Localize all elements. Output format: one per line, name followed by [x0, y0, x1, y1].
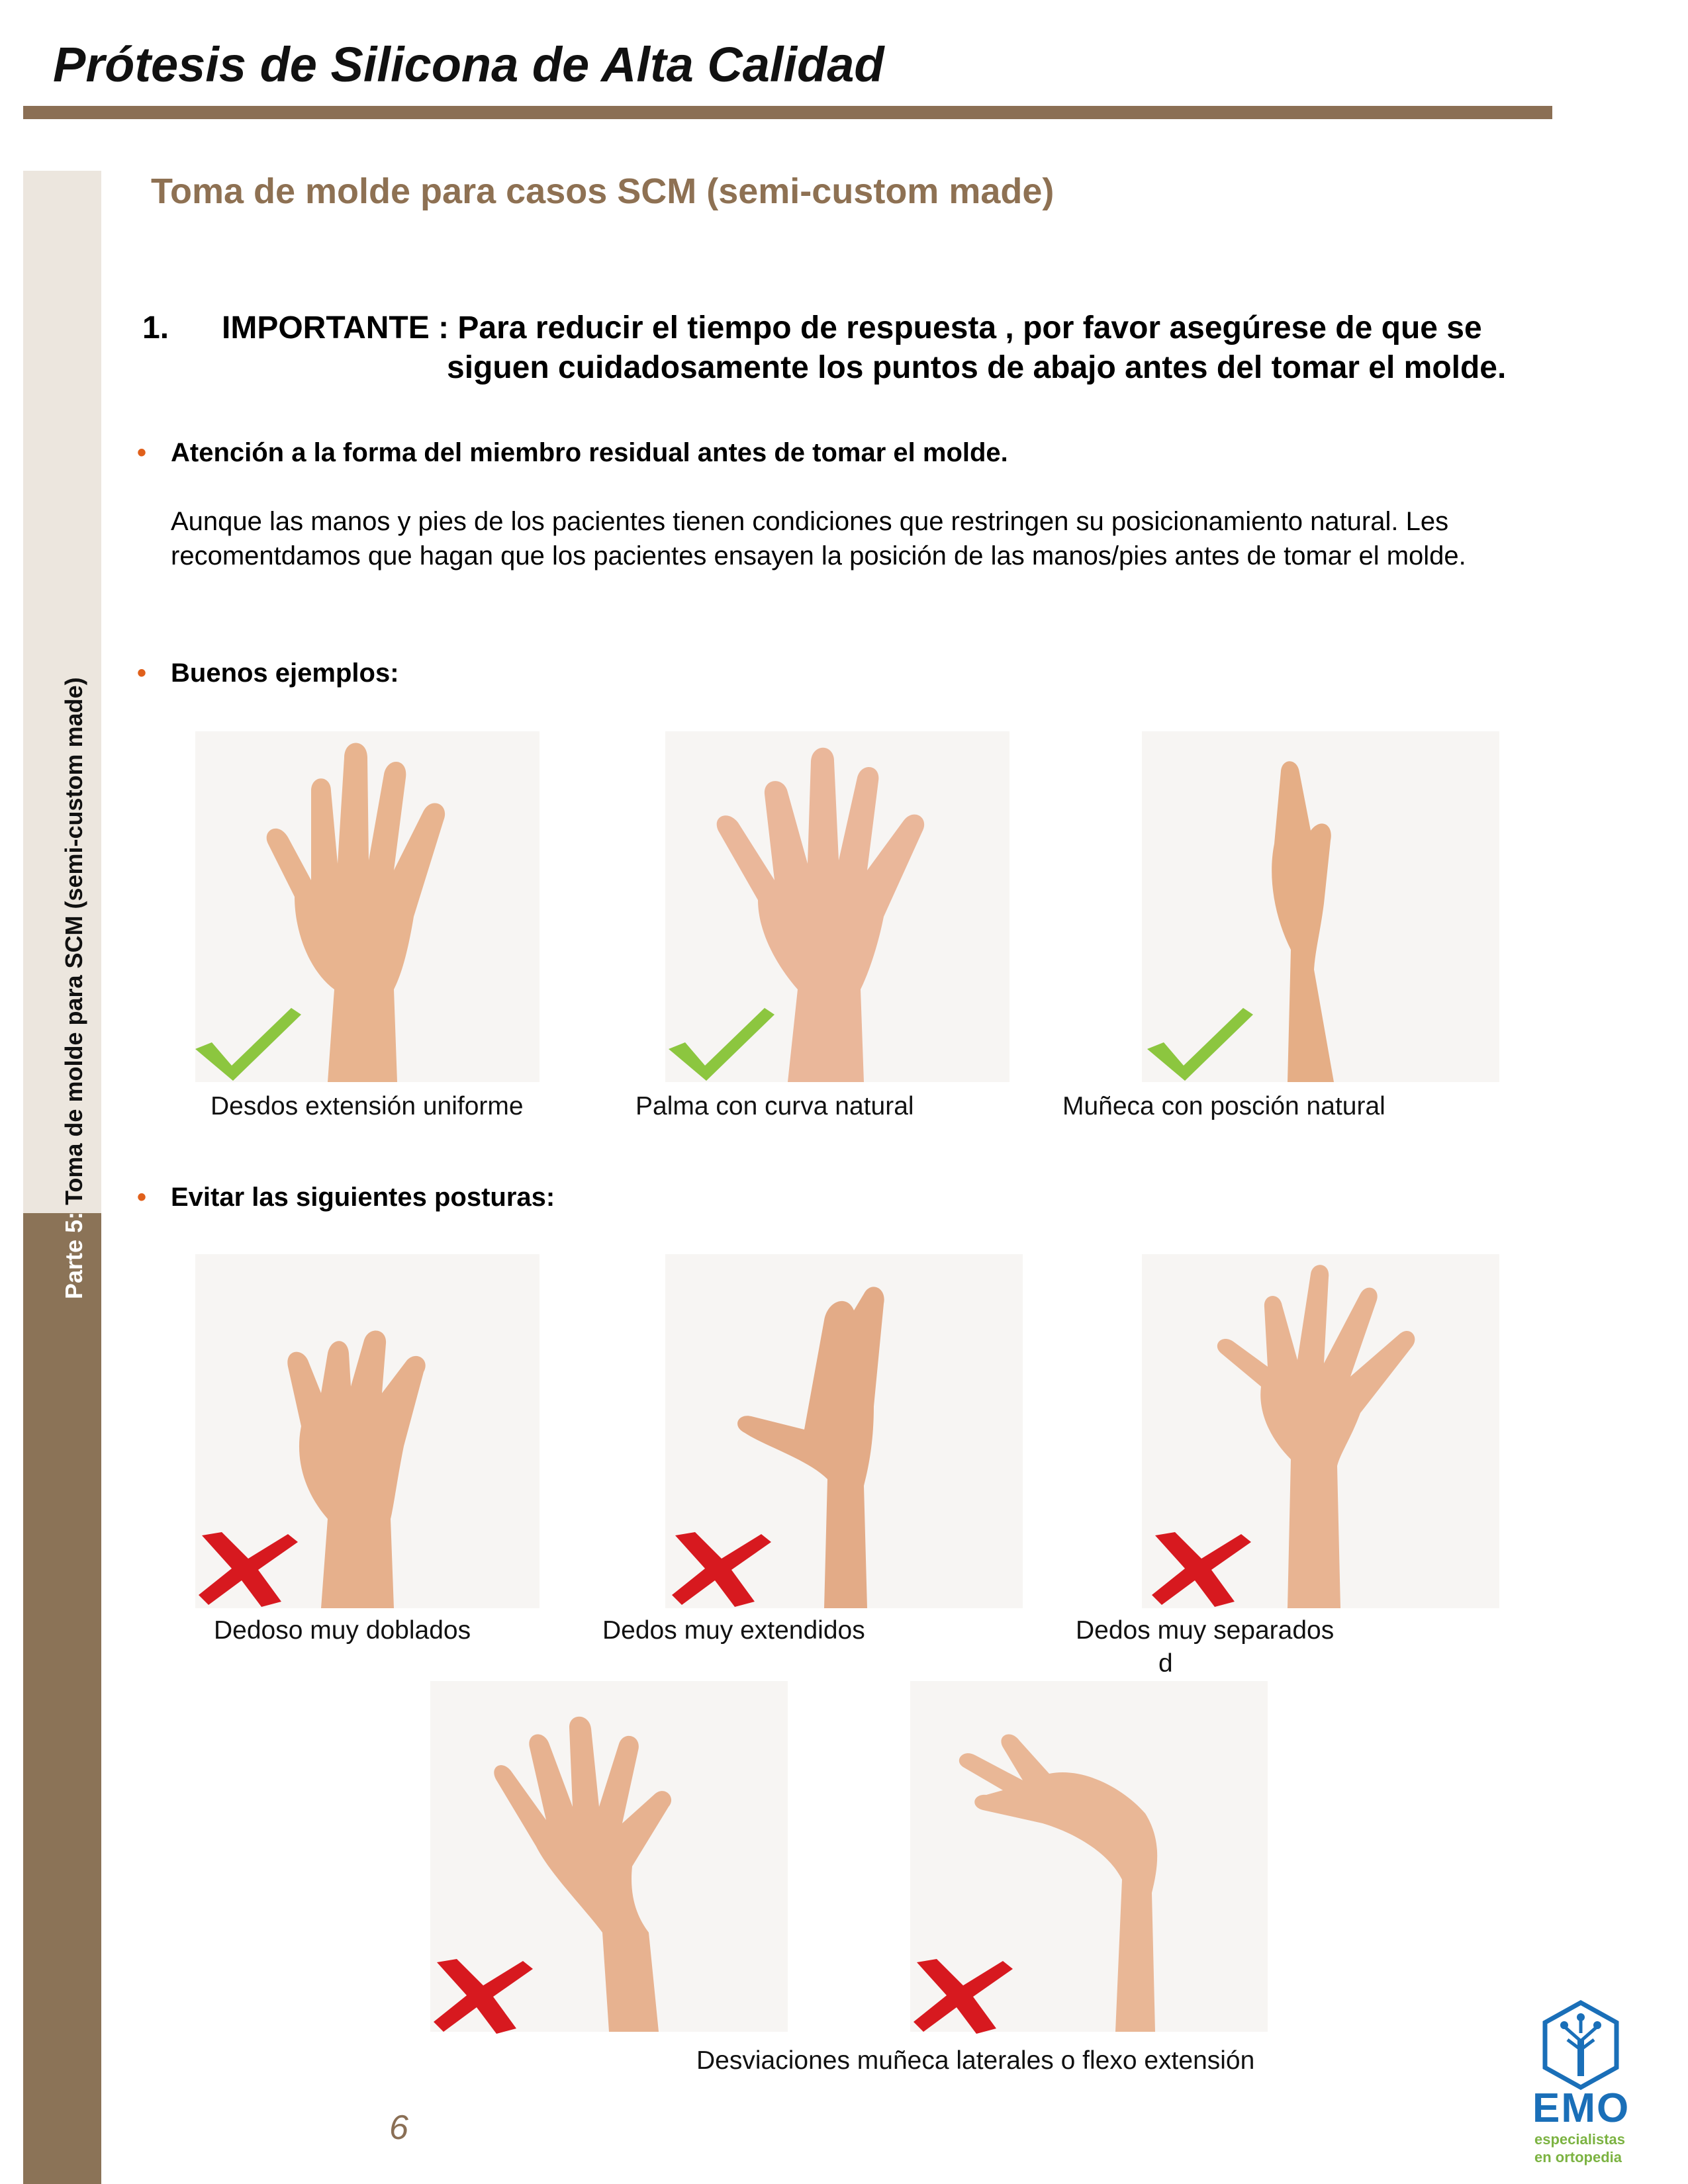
avoid-example-caption: Dedoso muy doblados	[214, 1616, 471, 1645]
good-example-caption: Palma con curva natural	[635, 1092, 914, 1120]
good-example-caption: Muñeca con posción natural	[1062, 1092, 1385, 1120]
document-title: Prótesis de Silicona de Alta Calidad	[53, 37, 884, 92]
important-line-2: siguen cuidadosamente los puntos de abajo antes del tomar el molde.	[447, 350, 1507, 385]
bullet-marker: •	[137, 1183, 147, 1212]
header-rule	[23, 106, 1552, 119]
logo-tagline-line-2: en ortopedia	[1534, 2149, 1622, 2165]
cross-icon	[430, 1956, 536, 2035]
sidebar-section-label: Toma de molde para SCM (semi-custom made)	[60, 677, 87, 1205]
good-examples-heading: Buenos ejemplos:	[171, 659, 399, 688]
cross-icon	[1149, 1529, 1254, 1608]
checkmark-icon	[1144, 1003, 1256, 1082]
tree-hexagon-icon	[1541, 2000, 1620, 2090]
avoid-example-caption: Dedos muy separados	[1076, 1616, 1335, 1645]
avoid-postures-heading: Evitar las siguientes posturas:	[171, 1183, 555, 1212]
checkmark-icon	[192, 1003, 305, 1082]
attention-body: Aunque las manos y pies de los pacientes tienen condiciones que restringen su posicionamiento natural. Les recomentdamos que hagan que los pacientes ensayen la posición de las manos/pies antes de tomar el molde.	[171, 507, 1466, 570]
section-title: Toma de molde para casos SCM (semi-custom made)	[151, 171, 1055, 211]
cross-icon	[195, 1529, 301, 1608]
sidebar-vertical-label	[62, 677, 86, 1299]
good-example-caption: Desdos extensión uniforme	[211, 1092, 524, 1120]
bullet-marker: •	[137, 438, 147, 467]
important-line-1: IMPORTANTE : Para reducir el tiempo de respuesta , por favor asegúrese de que se	[222, 310, 1482, 345]
cross-icon	[669, 1529, 774, 1608]
cross-icon	[910, 1956, 1016, 2035]
important-number: 1.	[142, 310, 169, 345]
logo-wordmark: EMO	[1532, 2085, 1630, 2131]
avoid-example-caption: Dedos muy extendidos	[602, 1616, 865, 1645]
checkmark-icon	[665, 1003, 778, 1082]
deviation-caption: Desviaciones muñeca laterales o flexo extensión	[696, 2046, 1255, 2075]
avoid-example-caption-fragment: d	[1158, 1649, 1173, 1678]
sidebar-part-label: Parte 5:	[60, 1211, 87, 1299]
sidebar-band-dark	[23, 1213, 101, 2184]
page-number: 6	[389, 2109, 408, 2147]
bullet-marker: •	[137, 659, 147, 688]
attention-heading: Atención a la forma del miembro residual antes de tomar el molde.	[171, 438, 1008, 467]
logo-tagline-line-1: especialistas	[1534, 2131, 1625, 2148]
